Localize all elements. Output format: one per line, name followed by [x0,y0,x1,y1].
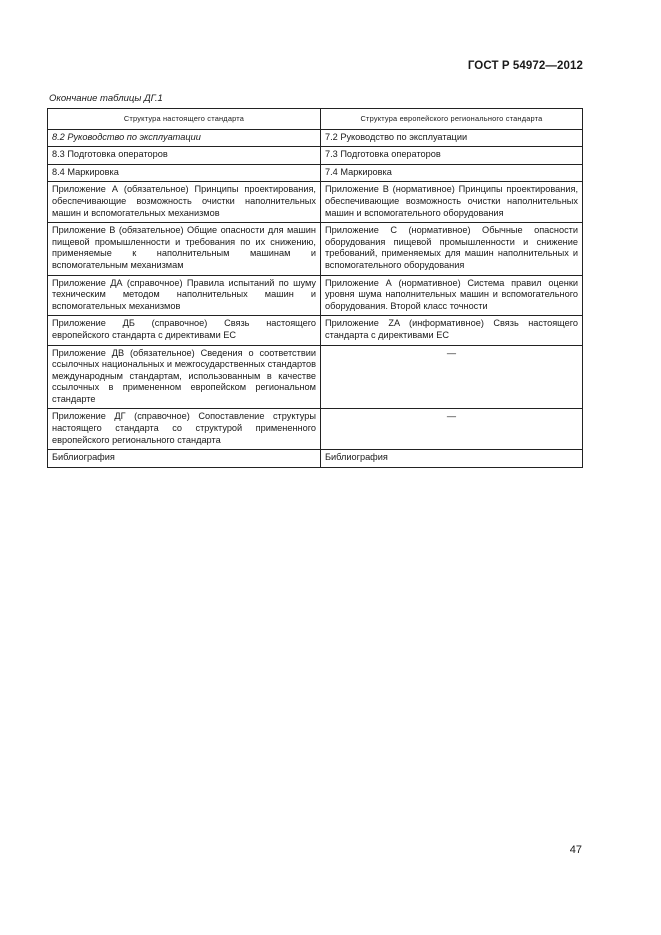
table-row [48,182,583,223]
table-header-row [48,109,583,130]
cell-european: Библиография [321,450,583,468]
cell-european: 7.3 Подготовка операторов [321,147,583,165]
cell-national: 8.2 Руководство по эксплуатации [48,129,321,147]
table-row [48,450,583,468]
table-row [48,129,583,147]
cell-european: 7.4 Маркировка [321,164,583,182]
cell-national: 8.3 Подготовка операторов [48,147,321,165]
column-header-european: Структура европейского регионального стандарта [321,109,583,130]
cell-national: Приложение ДГ (справочное) Сопоставление структуры настоящего стандарта со структурой примененного европейского регионального стандарта [48,409,321,450]
cell-national: Приложение В (обязательное) Общие опасности для машин пищевой промышленности и требования по их снижению, применяемые к наполнительным машинам и вспомогательным механизмам [48,223,321,275]
table-row [48,345,583,409]
cell-european: Приложение ZA (информативное) Связь настоящего стандарта с директивами ЕС [321,316,583,345]
document-code: ГОСТ Р 54972—2012 [467,60,583,72]
cell-national: Приложение А (обязательное) Принципы проектирования, обеспечивающие возможность очистки наполнительных машин и вспомогательных механизмов [48,182,321,223]
cell-national: Библиография [48,450,321,468]
column-header-national: Структура настоящего стандарта [48,109,321,130]
cell-european: 7.2 Руководство по эксплуатации [321,129,583,147]
table-row [48,409,583,450]
page-number: 47 [569,844,582,856]
cell-european: Приложение С (нормативное) Обычные опасности оборудования пищевой промышленности и снижение требований, применяемых для машин наполнительных и вспомогательного оборудования [321,223,583,275]
table-row [48,164,583,182]
cell-european: — [321,345,583,409]
cell-european: Приложение В (нормативное) Принципы проектирования, обеспечивающие возможность очистки наполнительных машин и вспомогательного оборудования [321,182,583,223]
cell-national: 8.4 Маркировка [48,164,321,182]
table-caption: Окончание таблицы ДГ.1 [49,93,163,104]
table-row [48,223,583,275]
table-row [48,316,583,345]
structure-comparison-table [47,108,583,468]
cell-national: Приложение ДА (справочное) Правила испытаний по шуму техническим методом наполнительных машин и вспомогательных механизмов [48,275,321,316]
cell-european: Приложение А (нормативное) Система правил оценки уровня шума наполнительных машин и вспомогательного оборудования. Второй класс точности [321,275,583,316]
cell-european: — [321,409,583,450]
cell-national: Приложение ДБ (справочное) Связь настоящего европейского стандарта с директивами ЕС [48,316,321,345]
table-row [48,147,583,165]
table-body [48,129,583,467]
table-row [48,275,583,316]
cell-national: Приложение ДВ (обязательное) Сведения о соответствии ссылочных национальных и межгосударственных стандартов международным стандартам, использованным в качестве ссылочных в примененном европейском региональном стандарте [48,345,321,409]
table-header [48,109,583,130]
